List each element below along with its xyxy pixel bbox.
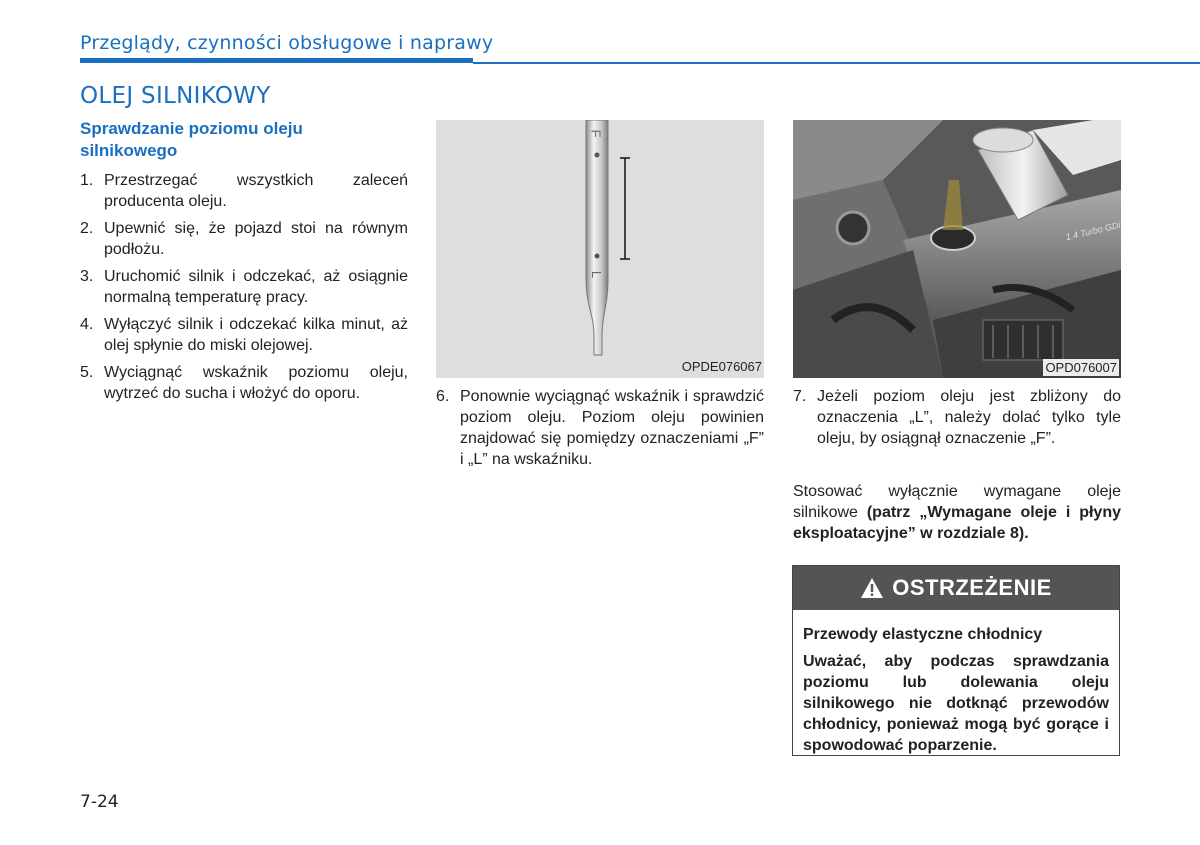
step-number: 7. [793,388,807,405]
step-text: Ponownie wyciągnąć wskaźnik i sprawdzić poziom oleju. Poziom oleju powinien znajdować się pomiędzy oznaczeniami „F” i „L” na wskaźniku. [460,388,764,468]
list-item [80,314,408,356]
warning-subtitle: Przewody elastyczne chłodnicy [803,626,1043,643]
figure-code: OPDE076067 [681,359,762,374]
note-text: Stosować wyłącznie wymagane oleje silnikowe [793,483,1121,521]
step-text: Wyłączyć silnik i odczekać kilka minut, aż olej spłynie do miski olejowej. [104,316,408,354]
step-number: 1. [80,172,94,189]
section-title: OLEJ SILNIKOWY [80,83,271,109]
header-rule-thin [473,62,1200,64]
step-text: Przestrzegać wszystkich zaleceń producenta oleju. [104,172,408,210]
warning-title: OSTRZEŻENIE [892,575,1052,600]
step-text: Upewnić się, że pojazd stoi na równym podłożu. [104,220,408,258]
header-rule-thick [80,58,473,63]
step-number: 4. [80,316,94,333]
engine-cover-label: 1.4 Turbo GDi [1064,219,1121,243]
subheading: Sprawdzanie poziomu oleju silnikowego [80,119,303,160]
warning-triangle-icon [860,577,884,599]
note-reference[interactable]: (patrz „Wymagane oleje i płyny eksploatacyjne” w rozdziale 8). [793,504,1121,542]
dipstick-mark-f: F [588,129,604,138]
steps-list [80,170,408,410]
list-item [80,266,408,308]
step-text: Uruchomić silnik i odczekać, aż osiągnie normalną temperaturę pracy. [104,268,408,306]
step-text: Wyciągnąć wskaźnik poziomu oleju, wytrzeć do sucha i włożyć do oporu. [104,364,408,402]
oil-note [793,481,1121,544]
list-item [436,386,764,470]
figure-code: OPD076007 [1045,360,1117,375]
step-number: 5. [80,364,94,381]
step-text: Jeżeli poziom oleju jest zbliżony do oznaczenia „L”, należy dolać tylko tyle oleju, by osiągnął oznaczenie „F”. [817,388,1121,447]
warning-header [793,566,1119,610]
engine-figure [793,120,1121,378]
dipstick-illustration [436,120,764,378]
list-item [793,386,1121,449]
warning-body [793,610,1119,756]
dipstick-mark-l: L [589,270,605,279]
engine-photo [793,120,1121,378]
warning-text: Uważać, aby podczas sprawdzania poziomu lub dolewania oleju silnikowego nie dotknąć przewodów chłodnicy, ponieważ mogą być gorące i spowodować poparzenie. [803,653,1109,754]
step-number: 2. [80,220,94,237]
warning-box [792,565,1120,756]
list-item [80,218,408,260]
page-number: 7-24 [80,792,119,812]
step-number: 6. [436,388,450,405]
dipstick-figure [436,120,764,378]
running-header: Przeglądy, czynności obsługowe i naprawy [80,32,494,54]
step-number: 3. [80,268,94,285]
list-item [80,170,408,212]
list-item [80,362,408,404]
